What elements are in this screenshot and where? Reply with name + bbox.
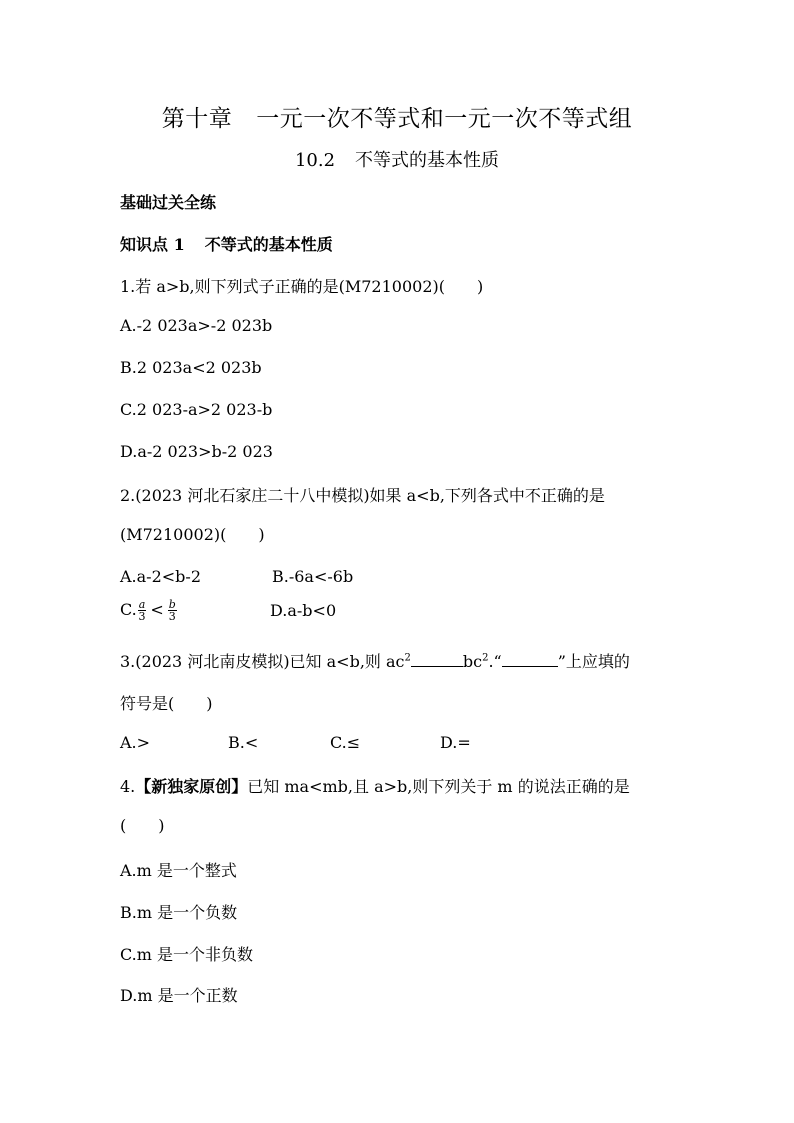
quoted-blank — [502, 652, 558, 667]
chapter-name: 一元一次不等式和一元一次不等式组 — [256, 106, 633, 132]
question-3-stem-line1: 3.(2023 河北南皮模拟)已知 a<b,则 $ac^2$ $bc^2.“$ ”上应填的 — [120, 652, 630, 671]
knowledge-point-heading — [120, 232, 333, 255]
answer-blank[interactable] — [411, 652, 463, 667]
fraction-b-over-3: $\frac{b}{3}$ — [168, 598, 176, 623]
question-4-stem-line1: 4.【新独家原创】已知 ma<mb,且 a>b,则下列关于 m 的说法正确的是 — [120, 777, 630, 796]
fraction-a-over-3: $\frac{a}{3}$ — [138, 598, 146, 623]
chapter-number: 第十章 — [161, 106, 233, 132]
question-2-option-a: A.a-2<b-2 — [120, 567, 201, 586]
question-3-option-c: C.≤ — [330, 733, 361, 752]
question-1-option-c: C.2 023-a>2 023-b — [120, 400, 273, 419]
question-4-option-a: A.m 是一个整式 — [120, 861, 237, 880]
question-3-option-d: D.= — [440, 733, 471, 752]
question-2-options-row1 — [120, 567, 353, 586]
section-title — [0, 146, 794, 172]
question-1-option-a: A.-2 023a>-2 023b — [120, 316, 273, 335]
question-3-options — [120, 733, 471, 752]
question-3-option-a: A.> — [120, 733, 151, 752]
chapter-title — [0, 100, 794, 133]
question-2-stem-line2: (M7210002)( ) — [120, 525, 265, 544]
question-2-option-d: D.a-b<0 — [270, 601, 337, 620]
question-4-option-c: C.m 是一个非负数 — [120, 945, 254, 964]
question-1-option-d: D.a-2 023>b-2 023 — [120, 442, 273, 461]
question-2-option-c: C. $\frac{a}{3}$ < $\frac{b}{3}$ — [120, 598, 176, 623]
question-4-option-b: B.m 是一个负数 — [120, 903, 238, 922]
section-name: 不等式的基本性质 — [355, 150, 500, 171]
question-1-option-b: B.2 023a<2 023b — [120, 358, 262, 377]
question-2-stem-line1: 2.(2023 河北石家庄二十八中模拟)如果 a<b,下列各式中不正确的是 — [120, 486, 605, 505]
question-4-stem-line2: ( ) — [120, 816, 165, 835]
question-3-stem-line2: 符号是( ) — [120, 694, 213, 713]
question-1-stem: 1.若 a>b,则下列式子正确的是(M7210002)( ) — [120, 277, 484, 296]
section-number: 10.2 — [294, 150, 336, 171]
knowledge-point-title: 不等式的基本性质 — [204, 235, 333, 254]
question-3-option-b: B.< — [228, 733, 259, 752]
question-2-options-row2 — [120, 599, 336, 622]
question-2-option-b: B.-6a<-6b — [272, 567, 354, 586]
question-4-option-d: D.m 是一个正数 — [120, 986, 238, 1005]
knowledge-point-label: 知识点 1 — [120, 235, 185, 254]
practice-heading: 基础过关全练 — [120, 193, 217, 212]
question-4-tag: 【新独家原创】 — [135, 777, 248, 796]
